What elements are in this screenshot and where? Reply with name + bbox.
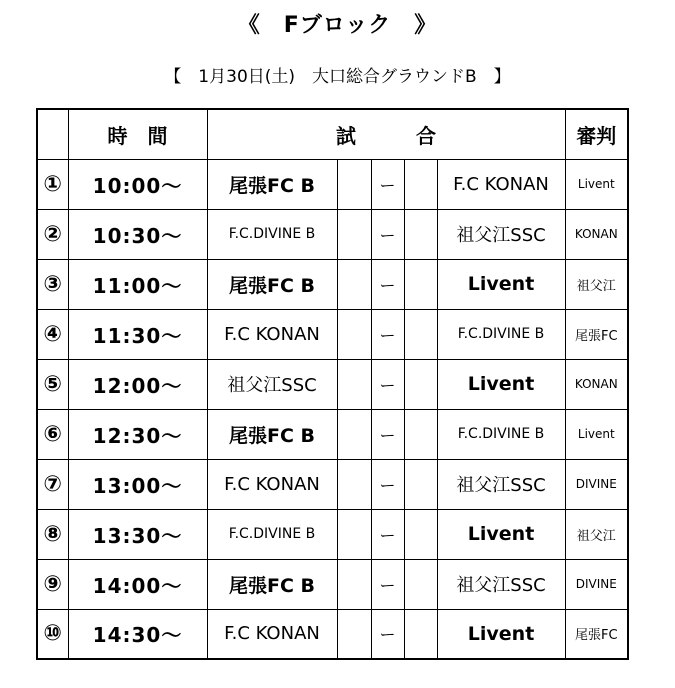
score-separator: ー xyxy=(371,209,404,259)
referee-team: DIVINE xyxy=(565,559,628,609)
match-number: ⑧ xyxy=(37,509,68,559)
referee-team: KONAN xyxy=(565,209,628,259)
away-team: Livent xyxy=(437,509,565,559)
score-away xyxy=(404,359,437,409)
score-separator: ー xyxy=(371,459,404,509)
score-separator: ー xyxy=(371,309,404,359)
referee-team: Livent xyxy=(565,409,628,459)
score-separator: ー xyxy=(371,159,404,209)
kickoff-time: 11:30〜 xyxy=(68,309,207,359)
match-number: ⑩ xyxy=(37,609,68,659)
away-team: 祖父江SSC xyxy=(437,209,565,259)
schedule-table xyxy=(36,108,629,660)
table-row xyxy=(37,559,628,609)
table-row xyxy=(37,509,628,559)
kickoff-time: 13:00〜 xyxy=(68,459,207,509)
table-row xyxy=(37,309,628,359)
score-separator: ー xyxy=(371,409,404,459)
kickoff-time: 14:00〜 xyxy=(68,559,207,609)
table-row xyxy=(37,459,628,509)
kickoff-time: 12:30〜 xyxy=(68,409,207,459)
referee-team: Livent xyxy=(565,159,628,209)
home-team: F.C KONAN xyxy=(207,459,337,509)
table-row xyxy=(37,359,628,409)
away-team: F.C.DIVINE B xyxy=(437,309,565,359)
table-row xyxy=(37,409,628,459)
score-separator: ー xyxy=(371,509,404,559)
referee-team: 尾張FC xyxy=(565,309,628,359)
score-home xyxy=(337,559,371,609)
away-team: 祖父江SSC xyxy=(437,459,565,509)
match-number: ③ xyxy=(37,259,68,309)
header-match: 試 合 xyxy=(207,109,565,159)
score-home xyxy=(337,159,371,209)
score-home xyxy=(337,459,371,509)
home-team: F.C.DIVINE B xyxy=(207,509,337,559)
home-team: 尾張FC B xyxy=(207,259,337,309)
table-row xyxy=(37,259,628,309)
home-team: 尾張FC B xyxy=(207,559,337,609)
match-number: ⑦ xyxy=(37,459,68,509)
match-number: ① xyxy=(37,159,68,209)
away-team: Livent xyxy=(437,259,565,309)
home-team: 祖父江SSC xyxy=(207,359,337,409)
home-team: F.C KONAN xyxy=(207,609,337,659)
home-team: F.C.DIVINE B xyxy=(207,209,337,259)
score-away xyxy=(404,309,437,359)
score-away xyxy=(404,559,437,609)
kickoff-time: 12:00〜 xyxy=(68,359,207,409)
home-team: 尾張FC B xyxy=(207,409,337,459)
score-home xyxy=(337,509,371,559)
kickoff-time: 14:30〜 xyxy=(68,609,207,659)
away-team: F.C.DIVINE B xyxy=(437,409,565,459)
referee-team: 祖父江 xyxy=(565,509,628,559)
home-team: 尾張FC B xyxy=(207,159,337,209)
match-number: ④ xyxy=(37,309,68,359)
score-away xyxy=(404,259,437,309)
kickoff-time: 10:30〜 xyxy=(68,209,207,259)
score-separator: ー xyxy=(371,609,404,659)
score-away xyxy=(404,159,437,209)
match-number: ② xyxy=(37,209,68,259)
score-away xyxy=(404,209,437,259)
kickoff-time: 10:00〜 xyxy=(68,159,207,209)
score-away xyxy=(404,459,437,509)
score-separator: ー xyxy=(371,359,404,409)
referee-team: DIVINE xyxy=(565,459,628,509)
score-separator: ー xyxy=(371,559,404,609)
home-team: F.C KONAN xyxy=(207,309,337,359)
header-referee: 審判 xyxy=(565,109,628,159)
table-row xyxy=(37,209,628,259)
table-header-row xyxy=(37,109,628,159)
score-home xyxy=(337,359,371,409)
score-away xyxy=(404,409,437,459)
score-separator: ー xyxy=(371,259,404,309)
score-home xyxy=(337,609,371,659)
referee-team: 尾張FC xyxy=(565,609,628,659)
away-team: Livent xyxy=(437,609,565,659)
match-number: ⑥ xyxy=(37,409,68,459)
kickoff-time: 11:00〜 xyxy=(68,259,207,309)
score-away xyxy=(404,509,437,559)
kickoff-time: 13:30〜 xyxy=(68,509,207,559)
header-number xyxy=(37,109,68,159)
away-team: Livent xyxy=(437,359,565,409)
score-home xyxy=(337,409,371,459)
date-venue-subtitle: 【 1月30日(土) 大口総合グラウンドB 】 xyxy=(164,67,511,87)
page-title: 《 Fブロック 》 xyxy=(237,13,438,38)
table-row xyxy=(37,609,628,659)
away-team: 祖父江SSC xyxy=(437,559,565,609)
table-row xyxy=(37,159,628,209)
score-home xyxy=(337,309,371,359)
match-number: ⑤ xyxy=(37,359,68,409)
score-away xyxy=(404,609,437,659)
header-time: 時 間 xyxy=(68,109,207,159)
score-home xyxy=(337,209,371,259)
match-number: ⑨ xyxy=(37,559,68,609)
referee-team: 祖父江 xyxy=(565,259,628,309)
score-home xyxy=(337,259,371,309)
away-team: F.C KONAN xyxy=(437,159,565,209)
referee-team: KONAN xyxy=(565,359,628,409)
